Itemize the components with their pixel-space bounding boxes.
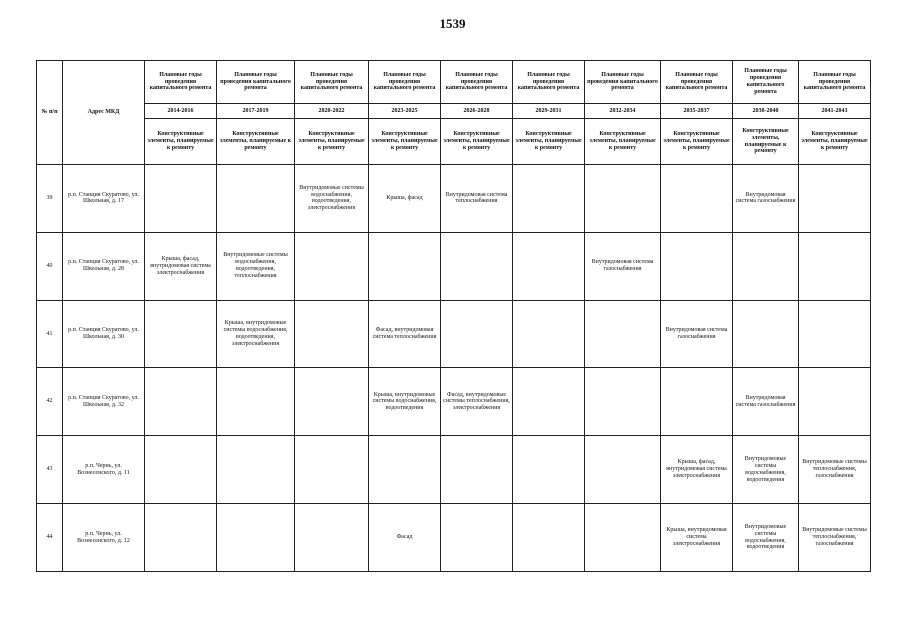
header-planned-years: Плановые годы проведения капитального ремонта xyxy=(145,61,217,104)
repair-elements-cell xyxy=(513,300,585,368)
repair-elements-cell: Внутридомовые системы водоснабжения, водоотведения, теплоснабжения xyxy=(217,232,295,300)
repair-elements-cell xyxy=(513,368,585,436)
repair-elements-cell: Внутридомовая система теплоснабжения xyxy=(441,165,513,233)
header-years-range: 2029-2031 xyxy=(513,104,585,119)
repair-elements-cell: Крыша, внутридомовые системы водоснабжения, водоотведения xyxy=(369,368,441,436)
header-row-elements xyxy=(37,119,871,165)
repair-elements-cell xyxy=(513,232,585,300)
row-number: 40 xyxy=(37,232,63,300)
header-years-range: 2041-2043 xyxy=(799,104,871,119)
repair-elements-cell xyxy=(585,368,661,436)
repair-elements-cell xyxy=(145,165,217,233)
repair-elements-cell: Внутридомовые системы теплоснабжения, газоснабжения xyxy=(799,504,871,572)
row-number: 41 xyxy=(37,300,63,368)
header-elements: Конструктивные элементы, планируемые к ремонту xyxy=(799,119,871,165)
header-elements: Конструктивные элементы, планируемые к ремонту xyxy=(217,119,295,165)
header-elements: Конструктивные элементы, планируемые к ремонту xyxy=(513,119,585,165)
header-years-range: 2017-2019 xyxy=(217,104,295,119)
repair-elements-cell xyxy=(217,504,295,572)
header-elements: Конструктивные элементы, планируемые к ремонту xyxy=(661,119,733,165)
repair-elements-cell: Внутридомовая система газоснабжения xyxy=(733,165,799,233)
repair-elements-cell xyxy=(441,436,513,504)
header-planned-years: Плановые годы проведения капитального ремонта xyxy=(295,61,369,104)
repair-elements-cell: Крыша, внутридомовая система электроснабжения xyxy=(661,504,733,572)
repair-elements-cell xyxy=(217,165,295,233)
header-planned-years: Плановые годы проведения капитального ремонта xyxy=(661,61,733,104)
header-years-range: 2032-2034 xyxy=(585,104,661,119)
repair-elements-cell xyxy=(441,300,513,368)
repair-elements-cell: Внутридомовая система газоснабжения xyxy=(733,368,799,436)
page-number: 1539 xyxy=(439,16,466,31)
header-elements: Конструктивные элементы, планируемые к ремонту xyxy=(295,119,369,165)
header-years-range: 2014-2016 xyxy=(145,104,217,119)
table-row xyxy=(37,300,871,368)
repair-elements-cell: Фасад, внутридомовые системы теплоснабжения, электроснабжения xyxy=(441,368,513,436)
row-address: р.п. Станция Скуратово, ул. Школьная, д. 32 xyxy=(63,368,145,436)
repair-elements-cell xyxy=(295,504,369,572)
repair-elements-cell xyxy=(585,300,661,368)
repair-elements-cell xyxy=(369,436,441,504)
header-num: № п/п xyxy=(37,61,63,165)
repair-elements-cell xyxy=(513,436,585,504)
repair-elements-cell: Внутридомовые системы водоснабжения, водоотведения xyxy=(733,504,799,572)
repair-elements-cell xyxy=(441,232,513,300)
repair-elements-cell xyxy=(295,368,369,436)
row-address: р.п. Станция Скуратово, ул. Школьная, д. 17 xyxy=(63,165,145,233)
header-address: Адрес МКД xyxy=(63,61,145,165)
row-address: р.п. Станция Скуратово, ул. Школьная, д. 28 xyxy=(63,232,145,300)
repair-elements-cell xyxy=(145,368,217,436)
repair-elements-cell: Крыша, фасад, внутридомовая система электроснабжения xyxy=(145,232,217,300)
row-number: 44 xyxy=(37,504,63,572)
header-years-range: 2023-2025 xyxy=(369,104,441,119)
repair-elements-cell xyxy=(295,300,369,368)
repair-elements-cell xyxy=(295,436,369,504)
repair-elements-cell xyxy=(369,232,441,300)
repair-elements-cell xyxy=(661,232,733,300)
repair-elements-cell: Фасад, внутридомовая система теплоснабжения xyxy=(369,300,441,368)
header-row-years xyxy=(37,104,871,119)
repair-elements-cell: Внутридомовые системы водоснабжения, водоотведения, электроснабжения xyxy=(295,165,369,233)
table-row xyxy=(37,368,871,436)
header-row-planned xyxy=(37,61,871,104)
repair-elements-cell xyxy=(733,232,799,300)
row-number: 42 xyxy=(37,368,63,436)
header-elements: Конструктивные элементы, планируемые к ремонту xyxy=(441,119,513,165)
repair-elements-cell xyxy=(513,165,585,233)
repair-elements-cell xyxy=(585,436,661,504)
repair-elements-cell xyxy=(799,165,871,233)
header-planned-years: Плановые годы проведения капитального ремонта xyxy=(513,61,585,104)
repair-elements-cell: Внутридомовые системы теплоснабжения, газоснабжения xyxy=(799,436,871,504)
repair-elements-cell: Внутридомовая система газоснабжения xyxy=(585,232,661,300)
repair-elements-cell xyxy=(661,165,733,233)
header-years-range: 2038-2040 xyxy=(733,104,799,119)
table-row xyxy=(37,232,871,300)
header-elements: Конструктивные элементы, планируемые к ремонту xyxy=(369,119,441,165)
header-elements: Конструктивные элементы, планируемые к ремонту xyxy=(145,119,217,165)
repair-elements-cell: Крыша, фасад xyxy=(369,165,441,233)
repair-elements-cell xyxy=(661,368,733,436)
capital-repair-table xyxy=(36,60,871,572)
repair-elements-cell xyxy=(799,368,871,436)
row-number: 43 xyxy=(37,436,63,504)
row-number: 39 xyxy=(37,165,63,233)
repair-elements-cell xyxy=(145,436,217,504)
header-planned-years: Плановые годы проведения капитального ремонта xyxy=(799,61,871,104)
repair-elements-cell xyxy=(585,504,661,572)
repair-elements-cell: Фасад xyxy=(369,504,441,572)
repair-elements-cell xyxy=(585,165,661,233)
header-elements: Конструктивные элементы, планируемые к ремонту xyxy=(733,119,799,165)
repair-elements-cell xyxy=(799,300,871,368)
table-row xyxy=(37,436,871,504)
row-address: р.п. Станция Скуратово, ул. Школьная, д. 30 xyxy=(63,300,145,368)
repair-elements-cell: Внутридомовые системы водоснабжения, водоотведения xyxy=(733,436,799,504)
repair-elements-cell xyxy=(733,300,799,368)
header-planned-years: Плановые годы проведения капитального ремонта xyxy=(585,61,661,104)
repair-elements-cell xyxy=(295,232,369,300)
header-years-range: 2020-2022 xyxy=(295,104,369,119)
repair-elements-cell xyxy=(145,300,217,368)
repair-elements-cell xyxy=(145,504,217,572)
repair-elements-cell xyxy=(217,368,295,436)
repair-elements-cell xyxy=(799,232,871,300)
row-address: р.п. Чернь, ул. Вознесенского, д. 11 xyxy=(63,436,145,504)
repair-elements-cell xyxy=(217,436,295,504)
repair-elements-cell: Внутридомовая система газоснабжения xyxy=(661,300,733,368)
table-row xyxy=(37,165,871,233)
header-planned-years: Плановые годы проведения капитального ремонта xyxy=(369,61,441,104)
header-planned-years: Плановые годы проведения капитального ремонта xyxy=(733,61,799,104)
header-planned-years: Плановые годы проведения капитального ремонта xyxy=(217,61,295,104)
header-elements: Конструктивные элементы, планируемые к ремонту xyxy=(585,119,661,165)
repair-elements-cell xyxy=(441,504,513,572)
repair-elements-cell: Крыша, фасад, внутридомовая система электроснабжения xyxy=(661,436,733,504)
repair-elements-cell xyxy=(513,504,585,572)
repair-elements-cell: Крыша, внутридомовые системы водоснабжения, водоотведения, электроснабжения xyxy=(217,300,295,368)
row-address: р.п. Чернь, ул. Вознесенского, д. 12 xyxy=(63,504,145,572)
header-planned-years: Плановые годы проведения капитального ремонта xyxy=(441,61,513,104)
table-row xyxy=(37,504,871,572)
header-years-range: 2026-2028 xyxy=(441,104,513,119)
header-years-range: 2035-2037 xyxy=(661,104,733,119)
